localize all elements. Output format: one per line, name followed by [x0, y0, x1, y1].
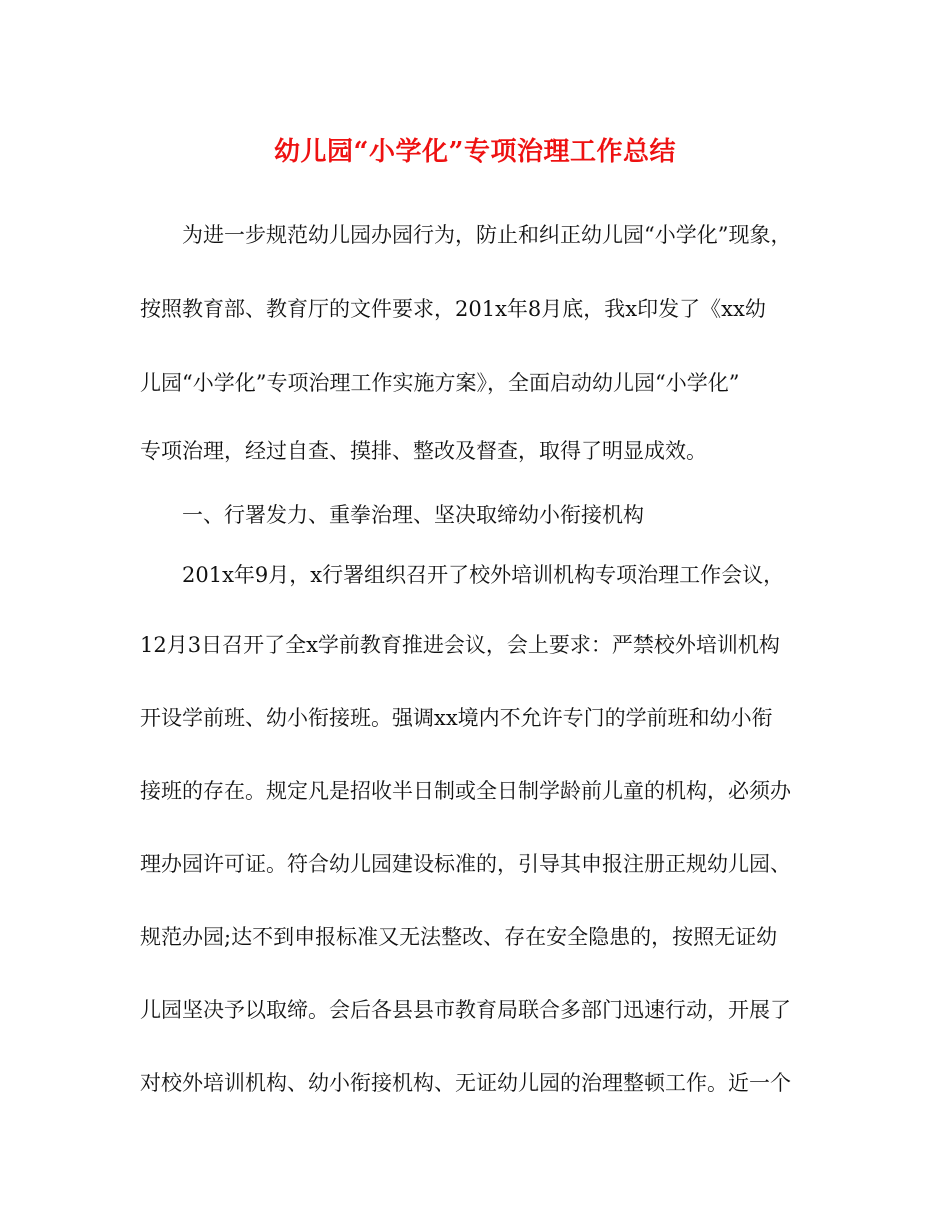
document-title: 幼儿园“小学化”专项治理工作总结 — [274, 137, 676, 167]
paragraph-line: 对校外培训机构、幼小衔接机构、无证幼儿园的治理整顿工作。近一个 — [140, 1071, 791, 1095]
paragraph-line: 开设学前班、幼小衔接班。强调xx境内不允许专门的学前班和幼小衔 — [140, 706, 773, 730]
paragraph-line: 理办园许可证。符合幼儿园建设标准的，引导其申报注册正规幼儿园、 — [140, 852, 791, 876]
paragraph-line: 201x年9月，x行署组织召开了校外培训机构专项治理工作会议， — [182, 563, 785, 587]
paragraph-line: 专项治理，经过自查、摸排、整改及督查，取得了明显成效。 — [140, 439, 707, 463]
paragraph-line: 儿园“小学化”专项治理工作实施方案》，全面启动幼儿园“小学化” — [140, 371, 740, 395]
paragraph-line: 规范办园;达不到申报标准又无法整改、存在安全隐患的，按照无证幼 — [140, 925, 778, 949]
paragraph-line: 接班的存在。规定凡是招收半日制或全日制学龄前儿童的机构，必须办 — [140, 779, 791, 803]
paragraph-line: 为进一步规范幼儿园办园行为，防止和纠正幼儿园“小学化”现象， — [182, 223, 792, 247]
paragraph-line: 12月3日召开了全x学前教育推进会议，会上要求：严禁校外培训机构 — [140, 633, 780, 657]
paragraph-line: 按照教育部、教育厅的文件要求，201x年8月底，我x印发了《xx幼 — [140, 297, 766, 321]
paragraph-line: 儿园坚决予以取缔。会后各县县市教育局联合多部门迅速行动，开展了 — [140, 998, 791, 1022]
section-heading: 一、行署发力、重拳治理、坚决取缔幼小衔接机构 — [182, 503, 644, 527]
